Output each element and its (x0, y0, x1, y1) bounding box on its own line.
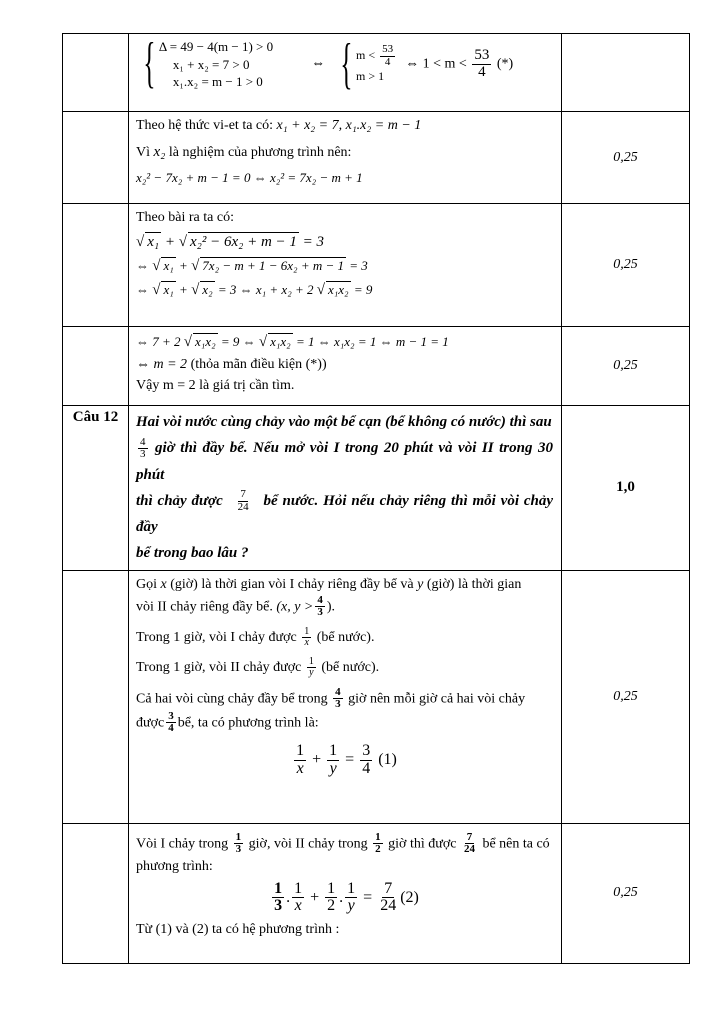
equation-2: $\frac{1}{3}$ . $\frac{1}{x}$ + $\frac{1}{2}$ . $\frac{1}{y}$ = $\frac{7}{24}$ (2) (274, 879, 419, 915)
setup-variables: Gọi x (giờ) là thời gian vòi I chảy riêng đầy bể và y (giờ) là thời gian vòi II chảy riêng đầy bể. (x, y > $\frac{4}{3}$ ). (136, 576, 522, 619)
row-equation-2 (63, 823, 690, 963)
solve-line: ⇔ 7 + 2 √ x₁x₂ = 9 ⇔ √ x₁x₂ = 1 ⇔ x₁x₂ = 1 ⇔ m − 1 = 1 (136, 334, 449, 350)
row-question-12 (63, 406, 690, 571)
combined-rate: Cả hai vòi cùng chảy đầy bể trong $\frac{4}{3}$ giờ nên mỗi giờ cả hai vòi chảy được $\frac{3}{4}$ bể, ta có phương trình là: (136, 685, 526, 735)
row-conclusion (63, 327, 690, 406)
cond-m-lower: m > 1 (356, 69, 385, 84)
result-range: ⇔ 1 < m < $\frac{53}{4}$ (*) (405, 47, 514, 80)
equiv-arrow: ⇔ (311, 55, 326, 71)
root-line: Vì x₂ là nghiệm của phương trình nên: (136, 143, 352, 160)
question-text: Hai vòi nước cùng chảy vào một bể cạn (bể không có nước) thì sau $\frac{4}{3}$ giờ thì đầy bể. Nếu mở vòi I trong 20 phút và vòi II trong 30 phút thì chảy được $\frac{7}{24}$ bể nước. Hỏi nếu chảy riêng thì mỗi vòi chảy đầy bể trong bao lâu ? (136, 414, 554, 562)
label-cell-empty (63, 570, 129, 823)
vieta-cell (129, 112, 562, 204)
row-substitution (63, 204, 690, 327)
m-value-line: ⇔ m = 2 (thỏa mãn điều kiện (*)) (136, 357, 327, 373)
cond-product: x₁.x₂ = m − 1 > 0 (172, 74, 263, 90)
rate-pipe-1: Trong 1 giờ, vòi I chảy được $\frac{1}{x}$ (bể nước). (136, 625, 375, 649)
row-conditions (63, 34, 690, 112)
vieta-line: Theo hệ thức vi-et ta có: x₁ + x₂ = 7, x₁.x₂ = m − 1 (136, 118, 422, 133)
question-label: Câu 12 (63, 406, 129, 571)
row-vieta (63, 112, 690, 204)
system-intro: Từ (1) và (2) ta có hệ phương trình : (136, 922, 340, 938)
label-cell-empty (63, 204, 129, 327)
sqrt-equation-1: √ x₁ + √ x₂² − 6x₂ + m − 1 = 3 (136, 233, 325, 250)
cond-m-upper: m < $\frac{53}{4}$ (356, 43, 394, 68)
row-setup (63, 570, 690, 823)
answer-table (62, 33, 690, 964)
score-row3: 0,25 (562, 204, 690, 327)
given-line: Theo bài ra ta có: (136, 210, 234, 225)
final-answer: Vậy m = 2 là giá trị cần tìm. (136, 378, 295, 394)
score-question-12: 1,0 (562, 406, 690, 571)
setup-cell (129, 570, 562, 823)
substitution-cell (129, 204, 562, 327)
root-equation: x₂² − 7x₂ + m − 1 = 0 ⇔ x₂² = 7x₂ − m + 1 (136, 169, 363, 185)
cond-delta: Δ = 49 − 4(m − 1) > 0 (158, 39, 274, 54)
score-row2: 0,25 (562, 112, 690, 204)
cond-sum: x₁ + x₂ = 7 > 0 (172, 56, 250, 72)
conclusion-cell (129, 327, 562, 406)
score-row6: 0,25 (562, 823, 690, 963)
label-cell-empty (63, 34, 129, 112)
question-text-cell (129, 406, 562, 571)
label-cell-empty (63, 327, 129, 406)
equation-1: $\frac{1}{x}$ + $\frac{1}{y}$ = $\frac{3}{4}$ (1) (296, 741, 397, 777)
partial-flow: Vòi I chảy trong $\frac{1}{3}$ giờ, vòi II chảy trong $\frac{1}{2}$ giờ thì được $\frac{7}{24}$ bể nên ta có phương trình: (136, 830, 550, 874)
score-row4: 0,25 (562, 327, 690, 406)
system-left: { Δ = 49 − 4(m − 1) > 0 x₁ + x₂ = 7 > 0 x₁.x₂ = m − 1 > 0 (143, 32, 274, 94)
conditions-cell (129, 34, 562, 112)
sqrt-equation-3: ⇔ √ x₁ + √ x₂ = 3 ⇔ x₁ + x₂ + 2 √ x₁x₂ = 9 (136, 282, 373, 299)
system-right: { m < $\frac{53}{4}$ m > 1 (333, 39, 397, 89)
sqrt-equation-2: ⇔ √ x₁ + √ 7x₂ − m + 1 − 6x₂ + m − 1 = 3 (136, 258, 368, 275)
rate-pipe-2: Trong 1 giờ, vòi II chảy được $\frac{1}{y}$ (bể nước). (136, 655, 380, 679)
score-cell-empty (562, 34, 690, 112)
label-cell-empty (63, 112, 129, 204)
label-cell-empty (63, 823, 129, 963)
equation-2-cell (129, 823, 562, 963)
score-row5: 0,25 (562, 570, 690, 823)
